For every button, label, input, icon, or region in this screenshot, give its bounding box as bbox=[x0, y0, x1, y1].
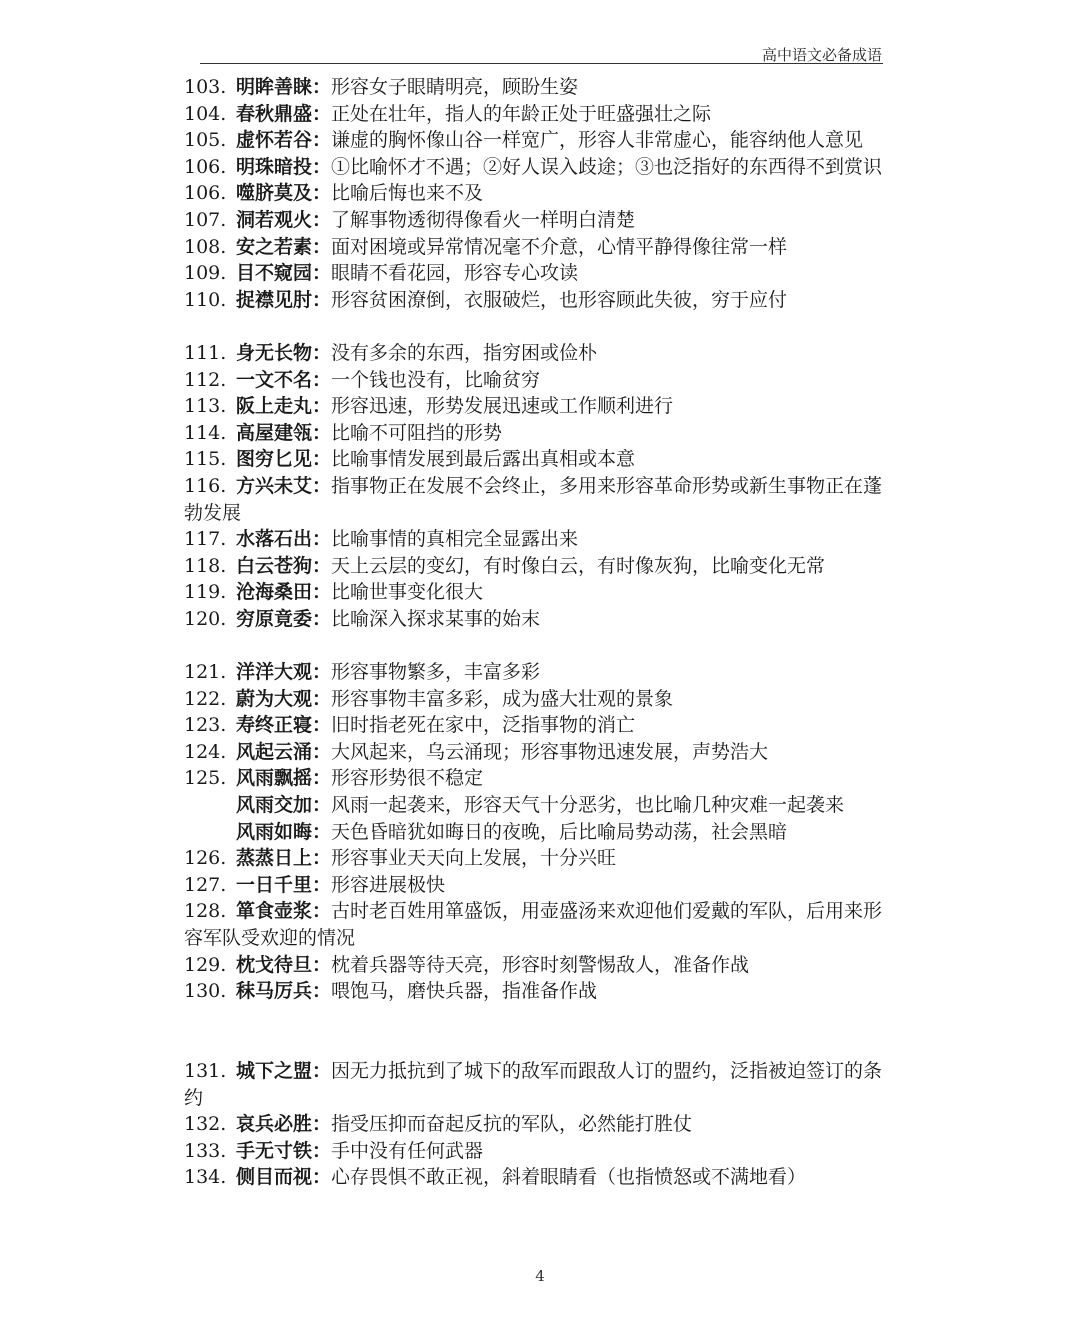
header-rule bbox=[200, 63, 883, 64]
idiom-definition: 古时老百姓用箪盛饭，用壶盛汤来欢迎他们爱戴的军队，后用来形容军队受欢迎的情况 bbox=[184, 900, 883, 949]
idiom-term: 阪上走丸： bbox=[236, 395, 332, 418]
idiom-definition: 喂饱马，磨快兵器，指准备作战 bbox=[331, 980, 598, 1003]
idiom-entry bbox=[184, 765, 896, 792]
idiom-definition: 形容形势很不稳定 bbox=[331, 767, 484, 790]
idiom-entry bbox=[184, 819, 896, 846]
idiom-entry bbox=[184, 101, 896, 128]
idiom-list bbox=[184, 74, 896, 1191]
idiom-entry bbox=[184, 553, 896, 580]
entry-number: 125. bbox=[184, 767, 227, 790]
idiom-entry bbox=[184, 579, 896, 606]
idiom-definition: 谦虚的胸怀像山谷一样宽广，形容人非常虚心，能容纳他人意见 bbox=[331, 129, 864, 152]
section-gap bbox=[184, 1005, 896, 1058]
idiom-definition: 指事物正在发展不会终止，多用来形容革命形势或新生事物正在蓬勃发展 bbox=[184, 474, 883, 524]
idiom-term: 蒸蒸日上： bbox=[236, 847, 332, 870]
entry-number: 111. bbox=[184, 341, 227, 364]
idiom-definition: 因无力抵抗到了城下的敌军而跟敌人订的盟约，泛指被迫签订的条约 bbox=[184, 1059, 883, 1109]
entry-number: 129. bbox=[184, 953, 227, 976]
idiom-entry bbox=[184, 154, 896, 181]
idiom-term: 穷原竟委： bbox=[236, 607, 332, 630]
idiom-entry bbox=[184, 898, 896, 951]
idiom-term: 风雨交加： bbox=[236, 794, 332, 817]
entry-number: 106. bbox=[184, 155, 227, 178]
entry-number: 122. bbox=[184, 687, 227, 710]
idiom-definition: 旧时指老死在家中，泛指事物的消亡 bbox=[331, 714, 636, 737]
idiom-term: 虚怀若谷： bbox=[236, 129, 332, 152]
idiom-entry bbox=[184, 792, 896, 819]
idiom-term: 明眸善睐： bbox=[236, 76, 332, 98]
idiom-term: 洞若观火： bbox=[236, 208, 332, 231]
idiom-definition: 比喻深入探求某事的始末 bbox=[331, 607, 541, 630]
idiom-term: 春秋鼎盛： bbox=[236, 102, 332, 125]
idiom-entry bbox=[184, 207, 896, 234]
idiom-entry bbox=[184, 712, 896, 739]
idiom-definition: ①比喻怀才不遇；②好人误入歧途；③也泛指好的东西得不到赏识 bbox=[331, 155, 883, 178]
idiom-entry bbox=[184, 127, 896, 154]
entry-number: 123. bbox=[184, 714, 227, 737]
idiom-term: 洋洋大观： bbox=[236, 661, 332, 684]
entry-number: 132. bbox=[184, 1113, 227, 1136]
idiom-term: 蔚为大观： bbox=[236, 687, 332, 710]
entry-number: 112. bbox=[184, 368, 227, 391]
entry-number: 104. bbox=[184, 102, 227, 125]
entry-number: 133. bbox=[184, 1139, 227, 1162]
idiom-definition: 比喻事情的真相完全显露出来 bbox=[331, 528, 579, 551]
idiom-term: 明珠暗投： bbox=[236, 155, 332, 178]
idiom-term: 手无寸铁： bbox=[236, 1139, 332, 1162]
entry-number: 109. bbox=[184, 262, 227, 285]
entry-number: 130. bbox=[184, 980, 227, 1003]
idiom-term: 安之若素： bbox=[236, 235, 332, 258]
idiom-entry bbox=[184, 872, 896, 899]
idiom-entry bbox=[184, 978, 896, 1005]
idiom-entry bbox=[184, 393, 896, 420]
idiom-definition: 比喻不可阻挡的形势 bbox=[331, 421, 503, 444]
page-number: 4 bbox=[535, 1267, 545, 1285]
idiom-definition: 指受压抑而奋起反抗的军队，必然能打胜仗 bbox=[331, 1113, 693, 1136]
entry-number: 108. bbox=[184, 235, 227, 258]
idiom-term: 方兴未艾： bbox=[236, 474, 332, 497]
entry-number: 110. bbox=[184, 288, 227, 311]
entry-number: 105. bbox=[184, 129, 227, 152]
idiom-definition: 一个钱也没有，比喻贫穷 bbox=[331, 368, 541, 391]
entry-number: 114. bbox=[184, 421, 227, 444]
idiom-term: 风雨飘摇： bbox=[236, 767, 332, 790]
entry-number: 106. bbox=[184, 182, 227, 205]
idiom-definition: 心存畏惧不敢正视，斜着眼睛看（也指愤怒或不满地看） bbox=[331, 1166, 807, 1189]
idiom-entry bbox=[184, 340, 896, 367]
idiom-term: 目不窥园： bbox=[236, 262, 332, 285]
idiom-term: 一日千里： bbox=[236, 873, 332, 896]
idiom-entry bbox=[184, 473, 896, 526]
idiom-term: 风起云涌： bbox=[236, 740, 332, 763]
idiom-entry bbox=[184, 739, 896, 766]
entry-number: 120. bbox=[184, 607, 227, 630]
entry-number: 124. bbox=[184, 740, 227, 763]
idiom-definition: 形容进展极快 bbox=[331, 873, 446, 896]
idiom-term: 风雨如晦： bbox=[236, 820, 332, 843]
idiom-entry bbox=[184, 260, 896, 287]
idiom-entry bbox=[184, 74, 896, 101]
idiom-definition: 形容贫困潦倒，衣服破烂，也形容顾此失彼，穷于应付 bbox=[331, 288, 788, 311]
idiom-term: 图穷匕见： bbox=[236, 448, 332, 471]
entry-number: 134. bbox=[184, 1166, 227, 1189]
idiom-entry bbox=[184, 420, 896, 447]
idiom-entry bbox=[184, 845, 896, 872]
idiom-definition: 比喻事情发展到最后露出真相或本意 bbox=[331, 448, 636, 471]
idiom-definition: 手中没有任何武器 bbox=[331, 1139, 484, 1162]
idiom-definition: 比喻世事变化很大 bbox=[331, 581, 484, 604]
entry-number: 119. bbox=[184, 581, 227, 604]
entry-number: 118. bbox=[184, 554, 227, 577]
idiom-term: 寿终正寝： bbox=[236, 714, 332, 737]
idiom-term: 身无长物： bbox=[236, 341, 332, 364]
idiom-definition: 正处在壮年，指人的年龄正处于旺盛强壮之际 bbox=[331, 102, 712, 125]
idiom-definition: 大风起来，乌云涌现；形容事物迅速发展，声势浩大 bbox=[331, 740, 769, 763]
idiom-definition: 形容事物繁多，丰富多彩 bbox=[331, 661, 541, 684]
idiom-term: 城下之盟： bbox=[236, 1059, 332, 1082]
entry-number: 113. bbox=[184, 395, 227, 418]
idiom-definition: 没有多余的东西，指穷困或俭朴 bbox=[331, 341, 598, 364]
idiom-entry bbox=[184, 1058, 896, 1111]
idiom-definition: 形容事业天天向上发展，十分兴旺 bbox=[331, 847, 617, 870]
entry-number: 127. bbox=[184, 873, 227, 896]
idiom-definition: 比喻后悔也来不及 bbox=[331, 182, 484, 205]
entry-number: 107. bbox=[184, 208, 227, 231]
idiom-term: 箪食壶浆： bbox=[236, 900, 332, 923]
idiom-term: 侧目而视： bbox=[236, 1166, 332, 1189]
idiom-entry bbox=[184, 180, 896, 207]
idiom-definition: 天色昏暗犹如晦日的夜晚，后比喻局势动荡，社会黑暗 bbox=[331, 820, 788, 843]
idiom-entry bbox=[184, 1164, 896, 1191]
entry-number: 103. bbox=[184, 76, 227, 98]
idiom-definition: 形容事物丰富多彩，成为盛大壮观的景象 bbox=[331, 687, 674, 710]
idiom-definition: 风雨一起袭来，形容天气十分恶劣，也比喻几种灾难一起袭来 bbox=[331, 794, 845, 817]
idiom-term: 高屋建瓴： bbox=[236, 421, 332, 444]
idiom-definition: 面对困境或异常情况毫不介意，心情平静得像往常一样 bbox=[331, 235, 788, 258]
idiom-entry bbox=[184, 1111, 896, 1138]
section-gap bbox=[184, 313, 896, 340]
idiom-term: 噬脐莫及： bbox=[236, 182, 332, 205]
idiom-entry bbox=[184, 234, 896, 261]
idiom-entry bbox=[184, 606, 896, 633]
idiom-definition: 枕着兵器等待天亮，形容时刻警惕敌人，准备作战 bbox=[331, 953, 750, 976]
idiom-definition: 形容女子眼睛明亮，顾盼生姿 bbox=[331, 76, 579, 98]
idiom-entry bbox=[184, 526, 896, 553]
idiom-definition: 眼睛不看花园，形容专心攻读 bbox=[331, 262, 579, 285]
entry-number: 126. bbox=[184, 847, 227, 870]
idiom-term: 哀兵必胜： bbox=[236, 1113, 332, 1136]
idiom-entry bbox=[184, 367, 896, 394]
entry-number: 131. bbox=[184, 1059, 227, 1082]
idiom-term: 水落石出： bbox=[236, 528, 332, 551]
idiom-term: 一文不名： bbox=[236, 368, 332, 391]
entry-number: 115. bbox=[184, 448, 227, 471]
idiom-term: 白云苍狗： bbox=[236, 554, 332, 577]
header-title: 高中语文必备成语 bbox=[761, 46, 882, 64]
idiom-definition: 天上云层的变幻，有时像白云，有时像灰狗，比喻变化无常 bbox=[331, 554, 826, 577]
idiom-entry bbox=[184, 952, 896, 979]
idiom-definition: 了解事物透彻得像看火一样明白清楚 bbox=[331, 208, 636, 231]
idiom-term: 秣马厉兵： bbox=[236, 980, 332, 1003]
idiom-entry bbox=[184, 686, 896, 713]
section-gap bbox=[184, 632, 896, 659]
entry-number: 117. bbox=[184, 528, 227, 551]
idiom-entry bbox=[184, 1138, 896, 1165]
idiom-entry bbox=[184, 659, 896, 686]
entry-number: 121. bbox=[184, 661, 227, 684]
idiom-term: 沧海桑田： bbox=[236, 581, 332, 604]
entry-number: 128. bbox=[184, 900, 227, 923]
idiom-term: 枕戈待旦： bbox=[236, 953, 332, 976]
entry-number: 116. bbox=[184, 474, 227, 497]
idiom-definition: 形容迅速，形势发展迅速或工作顺利进行 bbox=[331, 395, 674, 418]
idiom-term: 捉襟见肘： bbox=[236, 288, 332, 311]
idiom-entry bbox=[184, 287, 896, 314]
idiom-entry bbox=[184, 446, 896, 473]
